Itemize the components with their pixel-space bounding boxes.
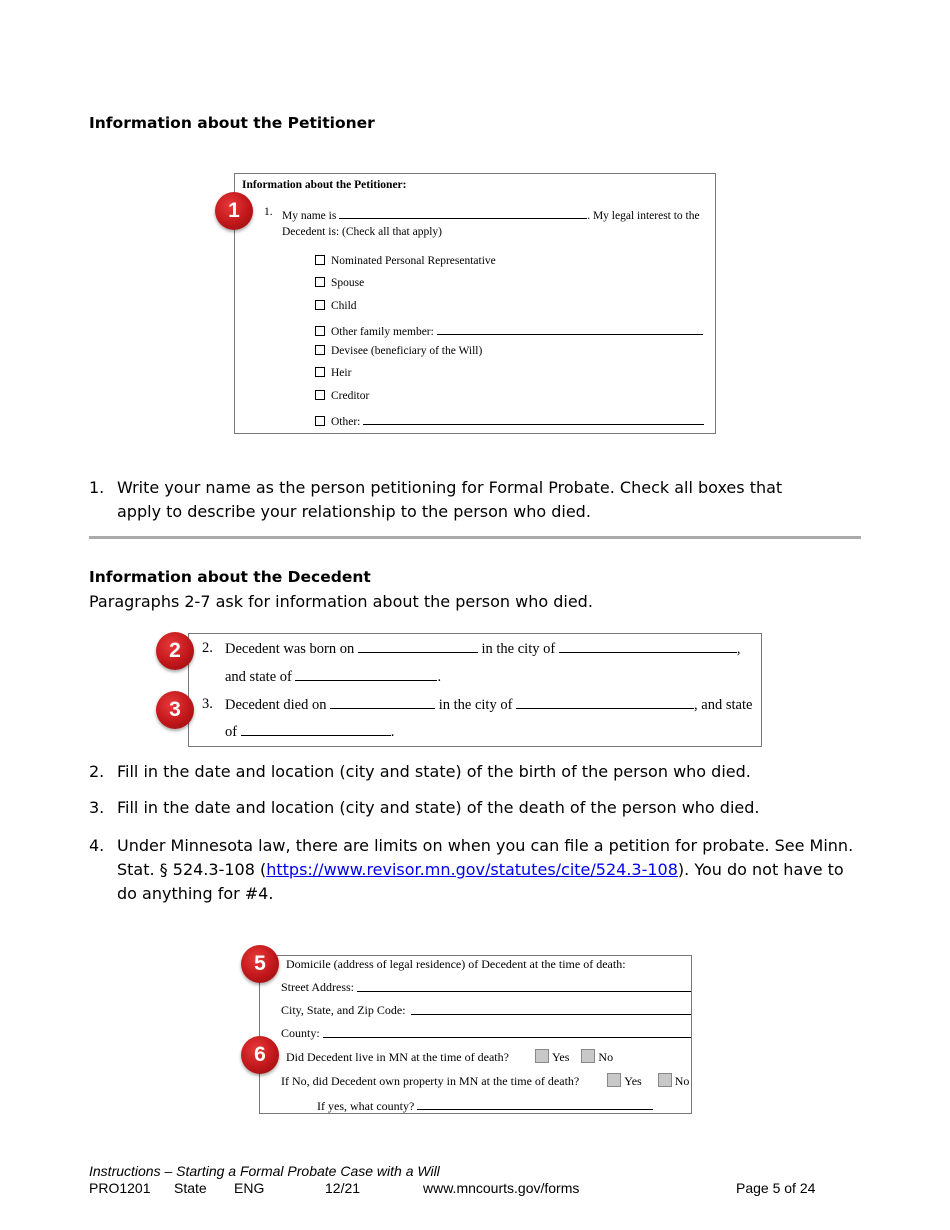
- form3-city-label: City, State, and Zip Code:: [281, 1003, 406, 1017]
- checkbox-icon: [315, 367, 325, 377]
- form3-text: No: [598, 1050, 614, 1064]
- death-city-blank: [516, 696, 694, 709]
- form2-birth-state-line: [225, 668, 441, 686]
- petitioner-form-image: [234, 173, 716, 434]
- option-row: [315, 412, 707, 428]
- step-badge-3: 3: [156, 691, 194, 729]
- form1-item-number: 1.: [264, 206, 273, 218]
- footer-date: 12/21: [325, 1180, 361, 1196]
- option-label: Nominated Personal Representative: [331, 255, 496, 267]
- form2-item3-number: 3.: [202, 696, 213, 712]
- form2-text: in the city of: [438, 697, 513, 713]
- death-date-blank: [330, 696, 435, 709]
- form1-line2: Decedent is: (Check all that apply): [282, 226, 442, 238]
- step-badge-6: 6: [241, 1036, 279, 1074]
- form3-live-mn-row: [286, 1049, 613, 1065]
- decedent-domicile-form-image: [259, 955, 692, 1114]
- checkbox-icon: [315, 416, 325, 426]
- form1-name-line: [282, 206, 707, 222]
- form3-domicile: Domicile (address of legal residence) of Decedent at the time of death:: [286, 957, 626, 971]
- form2-text: Decedent died on: [225, 697, 327, 713]
- instruction-3-number: 3.: [89, 798, 105, 817]
- option-label: Devisee (beneficiary of the Will): [331, 345, 483, 357]
- checkbox-icon: [315, 345, 325, 355]
- checkbox-icon: [658, 1073, 672, 1087]
- form3-text: If No, did Decedent own property in MN at the time of death?: [281, 1074, 580, 1088]
- option-row: [315, 300, 357, 312]
- death-state-blank: [241, 723, 391, 736]
- checkbox-icon: [535, 1049, 549, 1063]
- option-row: [315, 345, 482, 357]
- instruction-4-text-b: ). You do not have to do anything for #4.: [117, 860, 844, 903]
- petitioner-heading: Information about the Petitioner: [89, 114, 375, 132]
- option-label: Child: [331, 300, 357, 312]
- footer-title: Instructions – Starting a Formal Probate Case with a Will: [89, 1163, 440, 1179]
- form1-title: Information about the Petitioner:: [242, 179, 407, 191]
- birth-state-blank: [295, 668, 437, 681]
- form1-name-suffix: . My legal interest to the: [587, 210, 700, 222]
- form2-text: ,: [736, 641, 741, 657]
- form2-birth-line: [225, 640, 755, 658]
- decedent-heading: Information about the Decedent: [89, 568, 371, 586]
- form1-name-prefix: My name is: [282, 210, 337, 222]
- form2-text: .: [437, 669, 442, 685]
- instruction-1-text: Write your name as the person petitioning for Formal Probate. Check all boxes that apply to describe your relationship to the person who died.: [117, 478, 783, 521]
- option-label: Other:: [331, 416, 361, 428]
- instruction-1-number: 1.: [89, 478, 105, 497]
- instruction-4-number: 4.: [89, 836, 105, 855]
- checkbox-icon: [315, 300, 325, 310]
- option-row: [315, 322, 707, 338]
- option-label: Creditor: [331, 390, 370, 402]
- form3-text: If yes, what county?: [317, 1099, 415, 1113]
- checkbox-icon: [315, 326, 325, 336]
- name-blank: [339, 206, 587, 219]
- revisor-statute-link[interactable]: https://www.revisor.mn.gov/statutes/cite/524.3-108: [266, 860, 678, 879]
- form2-item2-number: 2.: [202, 640, 213, 656]
- step-badge-1: 1: [215, 192, 253, 230]
- checkbox-icon: [315, 277, 325, 287]
- step-badge-5: 5: [241, 945, 279, 983]
- form3-street-label: Street Address:: [281, 980, 354, 994]
- instruction-2-text: Fill in the date and location (city and state) of the birth of the person who died.: [117, 762, 751, 781]
- birth-date-blank: [358, 640, 478, 653]
- form3-county-label: County:: [281, 1026, 320, 1040]
- form3-text: Did Decedent live in MN at the time of death?: [286, 1050, 509, 1064]
- birth-city-blank: [559, 640, 737, 653]
- form2-text: .: [390, 724, 395, 740]
- footer-state: State: [174, 1180, 207, 1196]
- form3-county-row: [317, 1097, 653, 1114]
- what-county-blank: [417, 1097, 653, 1110]
- instruction-4-text: [117, 834, 857, 906]
- form2-text: of: [225, 724, 238, 740]
- footer-language: ENG: [234, 1180, 265, 1196]
- form3-property-row: [281, 1073, 689, 1089]
- other-blank: [363, 412, 704, 425]
- form2-text: in the city of: [481, 641, 556, 657]
- form2-death-line: [225, 696, 755, 714]
- decedent-birth-death-form-image: [188, 633, 762, 747]
- option-row: [315, 367, 351, 379]
- form2-text: , and state: [694, 697, 753, 713]
- form2-death-state-line: [225, 723, 394, 741]
- city-blank: [411, 1014, 691, 1015]
- form2-text: and state of: [225, 669, 292, 685]
- option-row: [315, 255, 496, 267]
- option-label: Heir: [331, 367, 352, 379]
- instruction-2-number: 2.: [89, 762, 105, 781]
- footer-page-number: Page 5 of 24: [736, 1180, 816, 1196]
- option-row: [315, 390, 369, 402]
- other-family-blank: [437, 322, 703, 335]
- form3-text: Yes: [551, 1050, 570, 1064]
- instruction-4-text-a: Under Minnesota law, there are limits on when you can file a petition for probate. See Minn. Stat. § 524.3-108 (: [117, 836, 854, 879]
- option-row: [315, 277, 364, 289]
- option-label: Spouse: [331, 277, 365, 289]
- decedent-intro: Paragraphs 2-7 ask for information about the person who died.: [89, 592, 593, 611]
- instruction-3-text: Fill in the date and location (city and state) of the death of the person who died.: [117, 798, 760, 817]
- form3-text: Yes: [624, 1074, 642, 1088]
- form2-text: Decedent was born on: [225, 641, 355, 657]
- form3-text: No: [674, 1074, 690, 1088]
- county-blank: [323, 1037, 691, 1038]
- street-blank: [357, 991, 691, 992]
- option-label: Other family member:: [331, 326, 434, 338]
- checkbox-icon: [581, 1049, 595, 1063]
- checkbox-icon: [315, 255, 325, 265]
- section-divider: [89, 536, 861, 539]
- checkbox-icon: [315, 390, 325, 400]
- footer-form-code: PRO1201: [89, 1180, 151, 1196]
- footer-website: www.mncourts.gov/forms: [423, 1180, 580, 1196]
- step-badge-2: 2: [156, 632, 194, 670]
- checkbox-icon: [607, 1073, 621, 1087]
